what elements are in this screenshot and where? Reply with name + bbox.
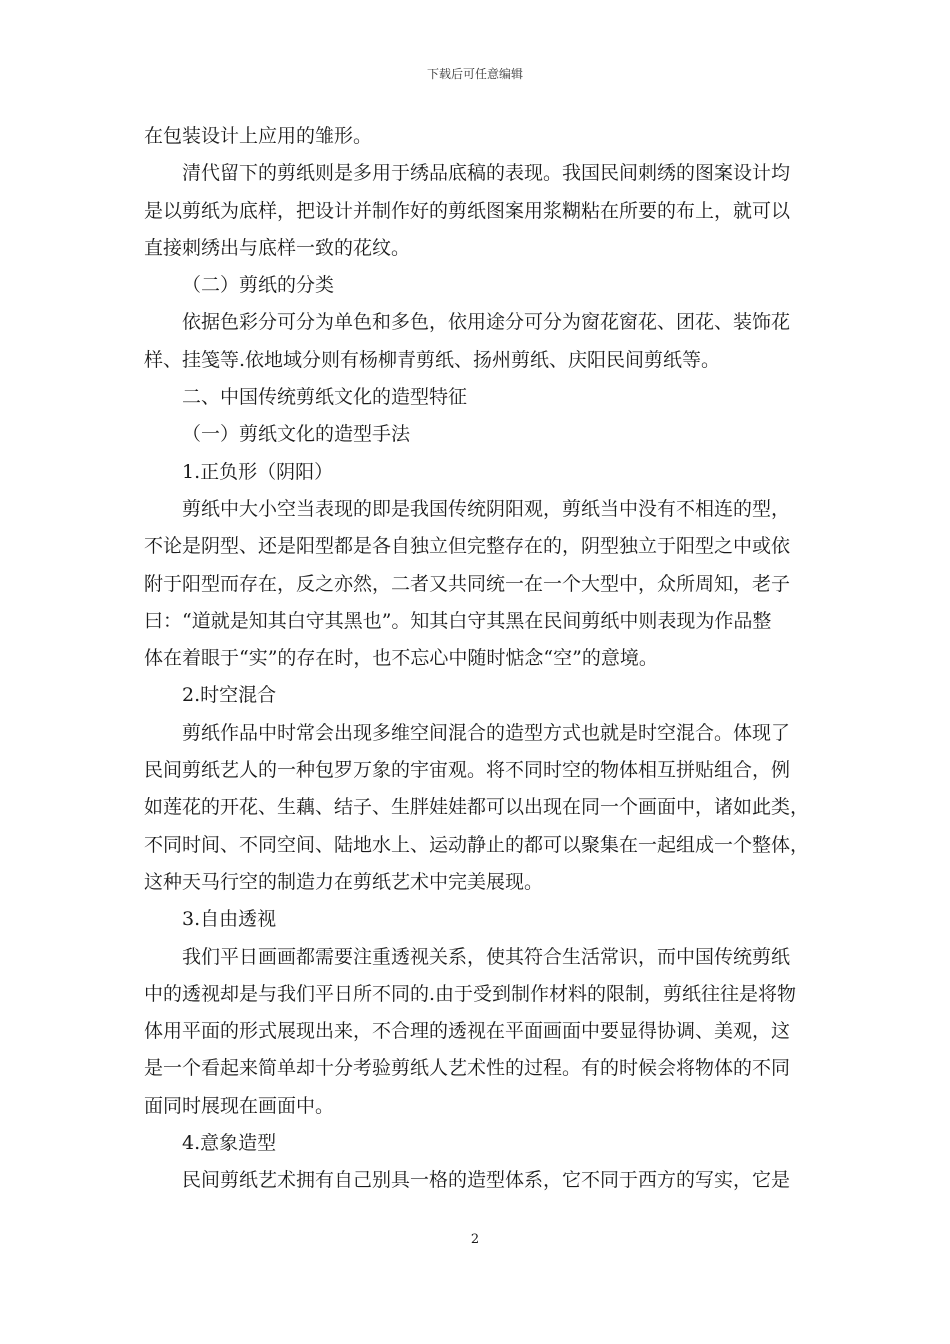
text-line: 民间剪纸艺人的一种包罗万象的宇宙观。将不同时空的物体相互拼贴组合，例 xyxy=(144,759,791,782)
text-line: 直接刺绣出与底样一致的花纹。 xyxy=(144,236,411,259)
text-line: 样、挂笺等.依地域分则有杨柳青剪纸、扬州剪纸、庆阳民间剪纸等。 xyxy=(144,348,721,371)
text-line: 体用平面的形式展现出来，不合理的透视在平面画面中要显得协调、美观，这 xyxy=(144,1020,791,1043)
text-line: 在包装设计上应用的雏形。 xyxy=(144,125,373,147)
subsection-heading: 3.自由透视 xyxy=(182,908,277,931)
text-line: 中的透视却是与我们平日所不同的.由于受到制作材料的限制，剪纸往往是将物 xyxy=(144,982,797,1005)
section-heading: （一）剪纸文化的造型手法 xyxy=(182,423,411,446)
paragraph-start: 依据色彩分可分为单色和多色，依用途分可分为窗花窗花、团花、装饰花 xyxy=(182,311,791,334)
text-line: 是一个看起来简单却十分考验剪纸人艺术性的过程。有的时候会将物体的不同 xyxy=(144,1057,791,1080)
chapter-heading: 二、中国传统剪纸文化的造型特征 xyxy=(182,386,468,409)
paragraph-start: 民间剪纸艺术拥有自己别具一格的造型体系，它不同于西方的写实，它是 xyxy=(182,1169,791,1192)
paragraph-start: 我们平日画画都需要注重透视关系，使其符合生活常识，而中国传统剪纸 xyxy=(182,945,791,968)
text-line: 附于阳型而存在，反之亦然，二者又共同统一在一个大型中，众所周知，老子 xyxy=(144,572,791,595)
subsection-heading: 1.正负形（阴阳） xyxy=(182,460,334,483)
paragraph-start: 清代留下的剪纸则是多用于绣品底稿的表现。我国民间刺绣的图案设计均 xyxy=(182,162,791,185)
page-header: 下载后可任意编辑 xyxy=(426,67,523,81)
text-line: 是以剪纸为底样，把设计并制作好的剪纸图案用浆糊粘在所要的布上，就可以 xyxy=(144,199,791,222)
paragraph-start: 剪纸中大小空当表现的即是我国传统阴阳观，剪纸当中没有不相连的型， xyxy=(182,497,791,520)
page-number: 2 xyxy=(470,1232,480,1247)
text-line: 如莲花的开花、生藕、结子、生胖娃娃都可以出现在同一个画面中，诸如此类， xyxy=(144,796,810,819)
text-line: 体在着眼于“实”的存在时，也不忘心中随时惦念“空”的意境。 xyxy=(144,647,658,670)
subsection-heading: 2.时空混合 xyxy=(182,684,277,707)
text-line: 不论是阴型、还是阳型都是各自独立但完整存在的，阴型独立于阳型之中或依 xyxy=(144,535,791,558)
text-line: 曰：“道就是知其白守其黑也”。知其白守其黑在民间剪纸中则表现为作品整 xyxy=(144,609,772,632)
section-heading: （二）剪纸的分类 xyxy=(182,274,335,297)
paragraph-start: 剪纸作品中时常会出现多维空间混合的造型方式也就是时空混合。体现了 xyxy=(182,721,791,744)
subsection-heading: 4.意象造型 xyxy=(182,1132,277,1155)
text-line: 面同时展现在画面中。 xyxy=(144,1094,335,1117)
document-body xyxy=(144,118,812,1200)
text-line: 不同时间、不同空间、陆地水上、运动静止的都可以聚集在一起组成一个整体， xyxy=(144,833,810,856)
text-line: 这种天马行空的制造力在剪纸艺术中完美展现。 xyxy=(144,870,544,893)
